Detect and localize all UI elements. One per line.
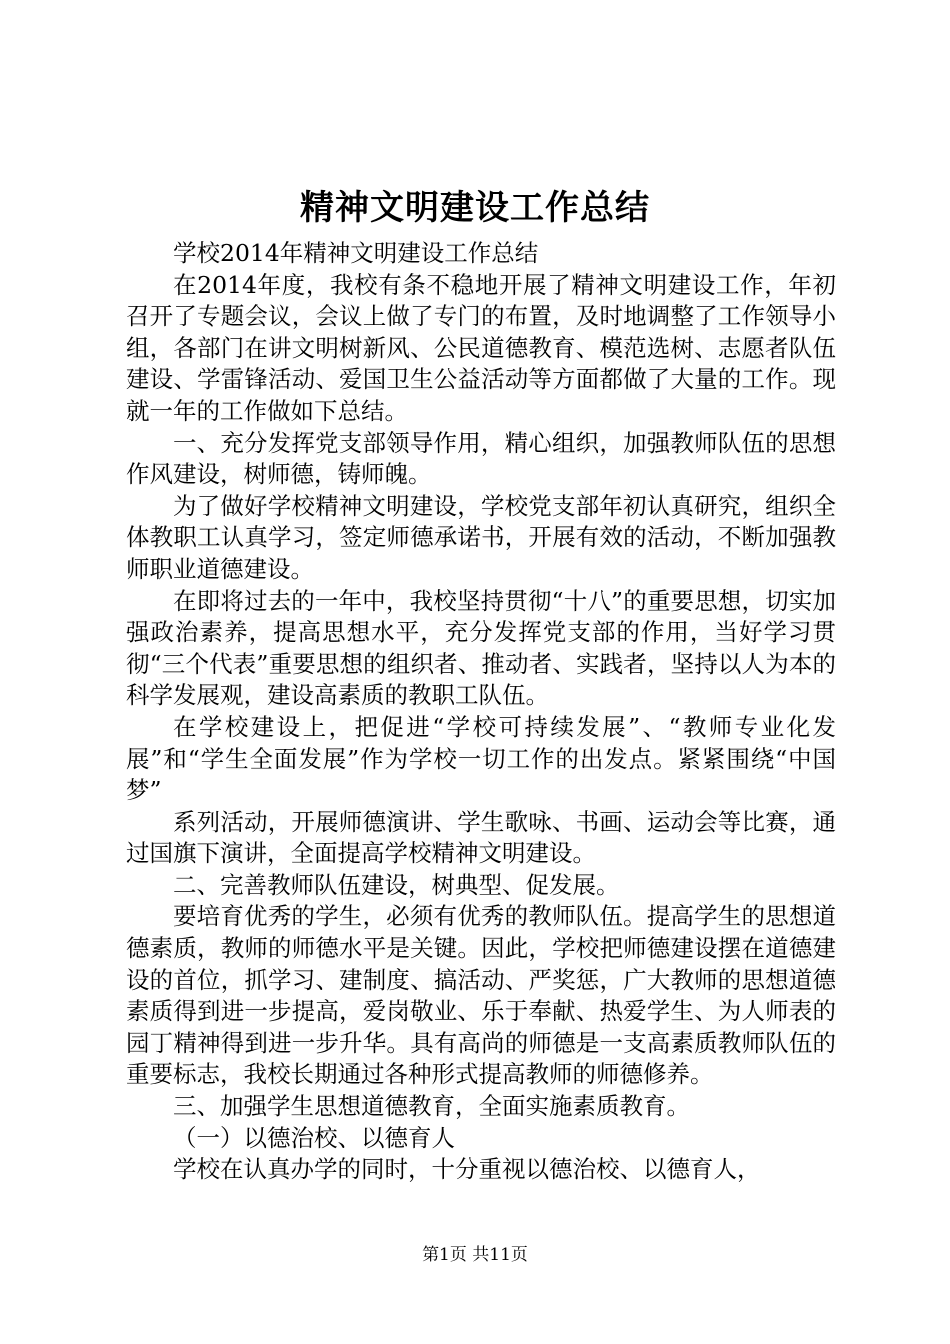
paragraph: 在即将过去的一年中，我校坚持贯彻“十八”的重要思想，切实加强政治素养，提高思想水平，充分发挥党支部的作用，当好学习贯彻“三个代表”重要思想的组织者、推动者、实践者，坚持以人为本的科学发展观，建设高素质的教职工队伍。 (126, 586, 836, 710)
paragraph: 要培育优秀的学生，必须有优秀的教师队伍。提高学生的思想道德素质，教师的师德水平是关键。因此，学校把师德建设摆在道德建设的首位，抓学习、建制度、搞活动、严奖惩，广大教师的思想道德素质得到进一步提高，爱岗敬业、乐于奉献、热爱学生、为人师表的园丁精神得到进一步升华。具有高尚的师德是一支高素质教师队伍的重要标志，我校长期通过各种形式提高教师的师德修养。 (126, 902, 836, 1089)
paragraph: 为了做好学校精神文明建设，学校党支部年初认真研究，组织全体教职工认真学习，签定师德承诺书，开展有效的活动，不断加强教师职业道德建设。 (126, 491, 836, 583)
paragraph: 在2014年度，我校有条不稳地开展了精神文明建设工作，年初召开了专题会议，会议上做了专门的布置，及时地调整了工作领导小组，各部门在讲文明树新风、公民道德教育、模范选树、志愿者队伍建设、学雷锋活动、爱国卫生公益活动等方面都做了大量的工作。现就一年的工作做如下总结。 (126, 270, 836, 425)
paragraph: 一、充分发挥党支部领导作用，精心组织，加强教师队伍的思想作风建设，树师德，铸师魄。 (126, 428, 836, 489)
paragraph: 系列活动，开展师德演讲、学生歌咏、书画、运动会等比赛，通过国旗下演讲，全面提高学校精神文明建设。 (126, 807, 836, 868)
section-heading: 二、完善教师队伍建设，树典型、促发展。 (173, 870, 620, 899)
document-body (126, 238, 836, 1186)
section-heading: 三、加强学生思想道德教育，全面实施素质教育。 (173, 1092, 690, 1121)
paragraph: 在学校建设上，把促进“学校可持续发展”、“教师专业化发展”和“学生全面发展”作为学校一切工作的出发点。紧紧围绕“中国梦” (126, 712, 836, 805)
paragraph: 学校2014年精神文明建设工作总结 (173, 239, 539, 267)
paragraph: 学校在认真办学的同时，十分重视以德治校、以德育人， (173, 1155, 761, 1184)
document-title: 精神文明建设工作总结 (300, 188, 650, 228)
page-footer: 第1页 共11页 (422, 1245, 528, 1265)
subsection-heading: （一）以德治校、以德育人 (173, 1123, 455, 1152)
